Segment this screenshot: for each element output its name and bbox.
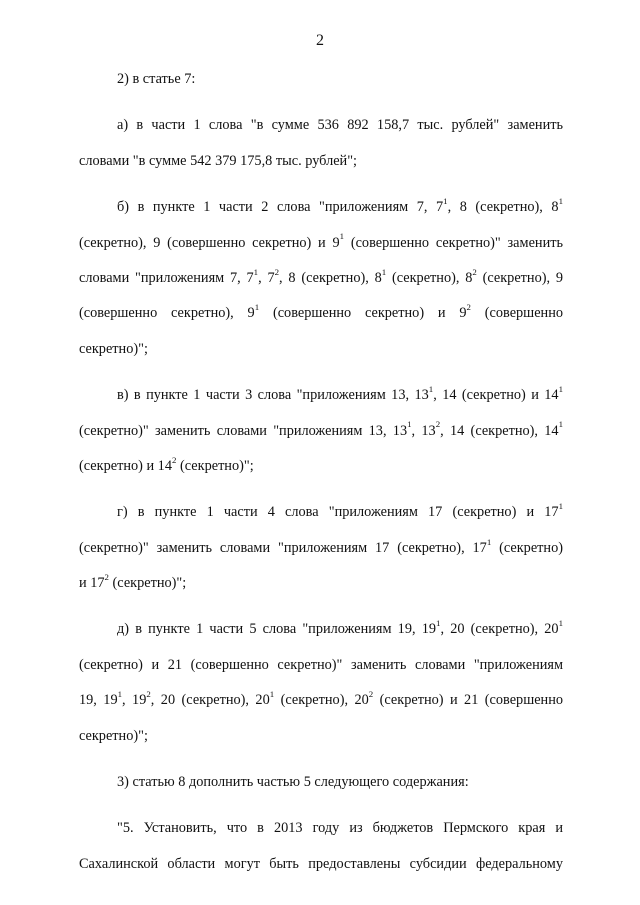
text-segment: (совершенно секретно) и 9 — [259, 305, 467, 322]
superscript-index: 1 — [117, 689, 123, 700]
text-line — [79, 296, 563, 331]
text-segment: словами "приложениям 7, 7 — [79, 269, 254, 286]
superscript-index: 1 — [407, 419, 412, 430]
text-segment: а) в части 1 слова "в сумме 536 892 158,7 тыс. рублей" заменить — [117, 117, 563, 134]
text-segment: в) в пункте 1 части 3 слова "приложениям 13, 13 — [117, 387, 429, 404]
text-segment: (секретно)" заменить словами "приложениям 13, 13 — [79, 422, 408, 439]
text-segment: , 14 (секретно) и 14 — [433, 387, 559, 404]
paragraph — [79, 108, 563, 179]
text-segment: , 7 — [258, 269, 275, 286]
superscript-index: 2 — [104, 571, 109, 582]
paragraph — [79, 190, 563, 367]
text-line — [79, 612, 563, 647]
text-segment: г) в пункте 1 части 4 слова "приложениям 17 (секретно) и 17 — [117, 504, 559, 521]
text-segment: , 19 — [122, 692, 147, 709]
paragraph — [79, 765, 563, 800]
text-line — [79, 190, 563, 225]
text-segment: и 17 — [79, 575, 105, 592]
text-segment: "5. Установить, что в 2013 году из бюджетов Пермского края и — [117, 820, 563, 837]
superscript-index: 1 — [254, 302, 260, 313]
text-segment: , 20 (секретно), 20 — [440, 621, 559, 638]
text-segment: (секретно) и 21 (совершенно — [373, 692, 563, 709]
text-segment: 19, 19 — [79, 692, 118, 709]
text-line — [79, 332, 563, 367]
text-line — [79, 811, 563, 846]
text-segment: 2) в статье 7: — [117, 71, 196, 87]
text-line — [79, 847, 563, 882]
paragraph — [79, 62, 563, 97]
text-segment: (совершенно секретно), 9 — [79, 305, 255, 322]
text-segment: (секретно) — [491, 539, 563, 556]
text-segment: (совершенно секретно)" заменить — [344, 234, 563, 251]
superscript-index: 1 — [558, 196, 563, 207]
text-segment: (секретно), 9 — [476, 269, 563, 286]
page-number: 2 — [316, 32, 324, 49]
superscript-index: 2 — [146, 689, 151, 700]
superscript-index: 1 — [558, 384, 563, 395]
superscript-index: 2 — [368, 689, 374, 700]
superscript-index: 1 — [558, 419, 564, 430]
text-segment: (совершенно — [470, 305, 563, 322]
text-line — [79, 261, 563, 296]
text-line — [79, 531, 563, 566]
text-segment: , 13 — [411, 422, 436, 439]
text-line — [79, 62, 563, 97]
text-line — [79, 765, 563, 800]
text-segment: , 8 (секретно), 8 — [279, 269, 382, 286]
text-segment: (секретно) и 14 — [79, 457, 172, 474]
document-body — [79, 62, 563, 893]
text-segment: (секретно), 9 (совершенно секретно) и 9 — [79, 234, 340, 251]
text-line — [79, 648, 563, 683]
text-line — [79, 378, 563, 413]
text-segment: (секретно) и 21 (совершенно секретно)" заменить словами "приложениям — [79, 656, 563, 673]
text-line — [79, 414, 563, 449]
paragraph — [79, 495, 563, 601]
superscript-index: 1 — [558, 618, 563, 629]
text-line — [79, 683, 563, 718]
superscript-index: 1 — [253, 266, 259, 277]
text-segment: , 14 (секретно), 14 — [440, 422, 559, 439]
superscript-index: 2 — [274, 266, 280, 277]
superscript-index: 2 — [466, 302, 471, 313]
text-segment: (секретно)" заменить словами "приложениям 17 (секретно), 17 — [79, 539, 487, 556]
text-segment: (секретно), 20 — [274, 692, 369, 709]
text-segment: словами "в сумме 542 379 175,8 тыс. рублей"; — [79, 152, 358, 169]
text-segment: секретно)"; — [79, 727, 148, 744]
text-line — [79, 144, 563, 179]
superscript-index: 1 — [339, 231, 345, 242]
superscript-index: 2 — [171, 454, 177, 465]
text-segment: 3) статью 8 дополнить частью 5 следующего содержания: — [117, 774, 469, 791]
superscript-index: 1 — [428, 384, 434, 395]
text-segment: (секретно), 8 — [386, 269, 473, 286]
text-segment: , 8 (секретно), 8 — [447, 199, 559, 216]
text-segment: д) в пункте 1 части 5 слова "приложениям 19, 19 — [117, 621, 437, 638]
text-segment: , 20 (секретно), 20 — [150, 692, 270, 709]
text-segment: (секретно)"; — [108, 575, 187, 592]
text-line — [79, 449, 563, 484]
text-line — [79, 566, 563, 601]
text-line — [79, 108, 563, 143]
text-line — [79, 226, 563, 261]
text-segment: б) в пункте 1 части 2 слова "приложениям 7, 7 — [117, 199, 444, 216]
superscript-index: 1 — [443, 196, 448, 207]
paragraph — [79, 378, 563, 484]
text-segment: (секретно)"; — [176, 457, 254, 474]
superscript-index: 1 — [436, 618, 441, 629]
superscript-index: 1 — [486, 536, 492, 547]
text-segment: секретно)"; — [79, 340, 148, 357]
superscript-index: 2 — [435, 419, 441, 430]
superscript-index: 1 — [381, 266, 387, 277]
superscript-index: 1 — [269, 689, 275, 700]
text-line — [79, 719, 563, 754]
superscript-index: 2 — [472, 266, 477, 277]
superscript-index: 1 — [558, 501, 563, 512]
paragraph — [79, 811, 563, 882]
text-line — [79, 495, 563, 530]
text-segment: Сахалинской области могут быть предоставлены субсидии федеральному — [79, 855, 563, 872]
paragraph — [79, 612, 563, 754]
